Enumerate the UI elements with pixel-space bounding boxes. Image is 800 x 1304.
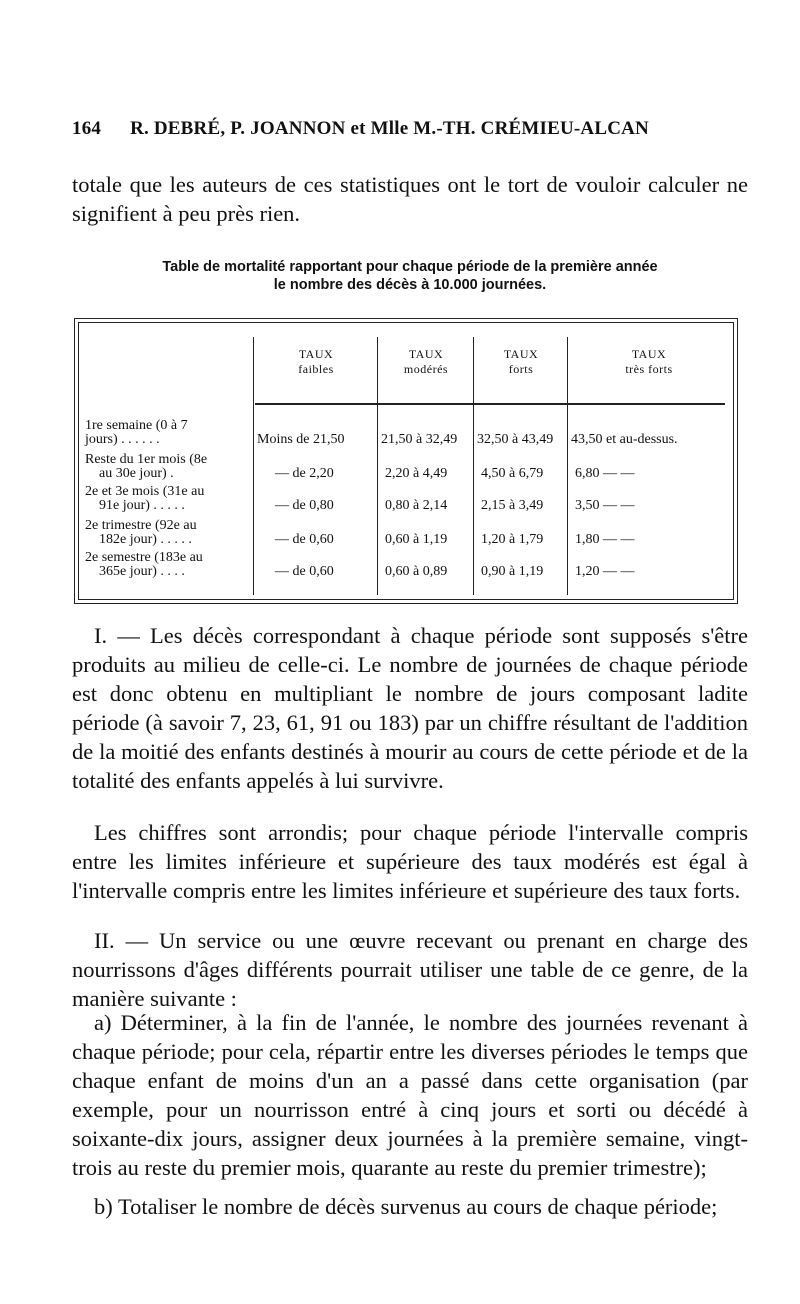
running-header [72,118,732,140]
intro-paragraph: totale que les auteurs de ces statistiques ont le tort de vouloir calculer ne signifient à peu près rien. [72,172,748,226]
column-header-line: TAUX [408,347,444,361]
cell-moderes: 0,80 à 2,14 [385,498,448,513]
cell-tres-forts: 43,50 et au-dessus. [571,432,678,447]
cell-faibles: — de 0,60 [275,564,334,579]
cell-tres-forts: 1,80 — — [575,532,635,547]
cell-faibles: — de 2,20 [275,466,334,481]
mortality-table [74,318,738,604]
paragraph-b: b) Totaliser le nombre de décès survenus au cours de chaque période; [94,1194,718,1219]
row-label-line: jours) . . . . . . [85,432,160,447]
authors: R. DEBRÉ, P. JOANNON et Mlle M.-TH. CRÉMIEU-ALCAN [130,118,649,139]
column-divider [567,337,568,595]
column-header-line: très forts [625,362,673,376]
row-label-line: 182e jour) . . . . . [99,532,192,547]
paragraph-i: I. — Les décès correspondant à chaque période sont supposés s'être produits au milieu de celle-ci. Le nombre de journées de chaque période est donc obtenu en multipliant le nombre de jours composant ladite période (à savoir 7, 23, 61, 91 ou 183) par un chiffre résultant de l'addition de la moitié des enfants destinés à mourir au cours de cette période et de la totalité des enfants appelés à lui survivre. [72,623,748,793]
caption-line-2: le nombre des décès à 10.000 journées. [273,277,547,293]
column-header-line: forts [508,362,534,376]
cell-moderes: 0,60 à 1,19 [385,532,448,547]
column-header-line: modérés [403,362,449,376]
row-label-line: au 30e jour) . [99,466,174,481]
cell-faibles: — de 0,60 [275,532,334,547]
column-divider [377,337,378,595]
column-divider [473,337,474,595]
row-label-line: 91e jour) . . . . . [99,498,185,513]
row-label-line: 1re semaine (0 à 7 [85,418,188,433]
row-label-line: 365e jour) . . . . [99,564,185,579]
cell-forts: 32,50 à 43,49 [477,432,554,447]
column-header-faibles [255,347,377,377]
row-label [85,551,255,579]
cell-moderes: 21,50 à 32,49 [381,432,458,447]
table-inner-border [78,322,734,600]
column-header-tres-forts [569,347,729,377]
paragraph-a: a) Déterminer, à la fin de l'année, le nombre des journées revenant à chaque période; pour cela, répartir entre les diverses périodes le temps que chaque enfant de moins d'un an a passé dans cette organisation (par exemple, pour un nourrisson entré à cinq jours et sorti ou décédé à soixante-dix jours, assigner deux journées à la première semaine, vingt-trois au reste du premier mois, quarante au reste du premier trimestre); [72,1010,748,1180]
column-header-line: TAUX [503,347,539,361]
cell-tres-forts: 3,50 — — [575,498,635,513]
row-label [85,419,255,447]
cell-forts: 4,50 à 6,79 [481,466,544,481]
cell-forts: 2,15 à 3,49 [481,498,544,513]
row-label [85,485,255,513]
column-header-line: TAUX [631,347,667,361]
cell-moderes: 0,60 à 0,89 [385,564,448,579]
row-label [85,453,255,481]
column-header-line: TAUX [298,347,334,361]
header-rule [255,403,725,405]
table-caption [72,258,748,294]
cell-forts: 0,90 à 1,19 [481,564,544,579]
row-label-line: Reste du 1er mois (8e [85,452,208,467]
page-number: 164 [72,118,102,139]
column-header-moderes [379,347,473,377]
row-label-line: 2e trimestre (92e au [85,518,197,533]
row-label [85,519,255,547]
cell-tres-forts: 6,80 — — [575,466,635,481]
cell-tres-forts: 1,20 — — [575,564,635,579]
row-label-line: 2e semestre (183e au [85,550,203,565]
column-header-line: faibles [298,362,334,376]
cell-moderes: 2,20 à 4,49 [385,466,448,481]
paragraph-ii: II. — Un service ou une œuvre recevant ou prenant en charge des nourrissons d'âges différents pourrait utiliser une table de ce genre, de la manière suivante : [72,928,748,1011]
caption-line-1: Table de mortalité rapportant pour chaque période de la première année [162,259,658,275]
cell-forts: 1,20 à 1,79 [481,532,544,547]
row-label-line: 2e et 3e mois (31e au [85,484,205,499]
cell-faibles: Moins de 21,50 [257,432,345,447]
cell-faibles: — de 0,80 [275,498,334,513]
paragraph-chiffres: Les chiffres sont arrondis; pour chaque période l'intervalle compris entre les limites inférieure et supérieure des taux modérés est égal à l'intervalle compris entre les limites inférieure et supérieure des taux forts. [72,820,748,903]
column-header-forts [475,347,567,377]
